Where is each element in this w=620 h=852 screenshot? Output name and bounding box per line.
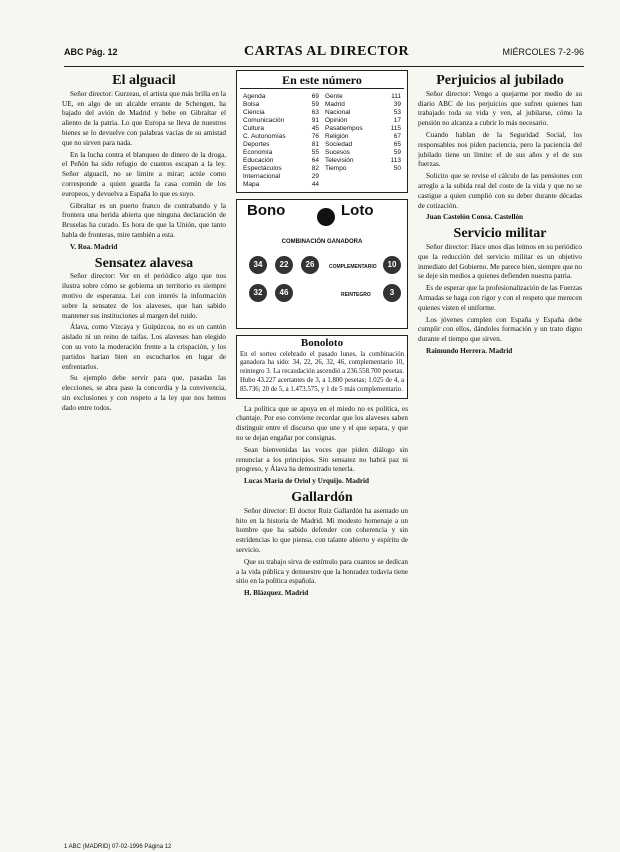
- article-sensatez-continued: [236, 405, 408, 476]
- header-rule: [64, 66, 584, 67]
- index-page: 115: [390, 124, 401, 132]
- index-page: 59: [393, 148, 401, 156]
- paragraph: Señor director: Gurzeau, el artista que más brilla en la UE, en algo de un alcalde errante de Schengen, ha bajado del avión de Madrid y bebe en Gibraltar el aliento de la patria. Lo que Europa se lleva de nuestros bienes se lo devuelve con palabras vacías de su amistad que no sirven para nada.: [62, 89, 226, 147]
- bonoloto-logo-icon: [317, 208, 335, 226]
- paragraph: Cuando hablan de la Seguridad Social, los responsables nos piden paciencia, pero la paciencia del jubilado tiene un límite: el de sus años y el de sus fuerzas.: [418, 130, 582, 169]
- index-entry[interactable]: [325, 141, 401, 149]
- index-page: 81: [311, 140, 319, 148]
- page-footer: 1 ABC (MADRID) 07-02-1996 Página 12: [64, 844, 172, 850]
- index-section: Opinión: [325, 116, 348, 124]
- index-entry[interactable]: [243, 117, 319, 125]
- index-entry[interactable]: [243, 93, 319, 101]
- index-page: 76: [311, 132, 319, 140]
- index-page: 39: [393, 100, 401, 108]
- index-section: Educación: [243, 156, 274, 164]
- index-column: [240, 93, 322, 189]
- signature: H. Blázquez. Madrid: [244, 589, 309, 598]
- index-section: Mapa: [243, 180, 260, 188]
- index-page: 82: [311, 164, 319, 172]
- index-page: 91: [311, 116, 319, 124]
- index-entry[interactable]: [325, 101, 401, 109]
- index-page: 59: [311, 100, 319, 108]
- ball-1: 34: [249, 256, 267, 274]
- paragraph: Señor director: Hace unos días leímos en su periódico que la reducción del servicio militar es un objetivo inmediato del Gobierno. Me parece bien, siempre que no se deje sin medios a quienes defienden nuestra patria.: [418, 242, 582, 281]
- index-title: En este número: [240, 76, 404, 89]
- index-section: Pasatiempos: [325, 124, 363, 132]
- index-page: 29: [311, 172, 319, 180]
- index-box: [236, 70, 408, 193]
- paragraph: En la lucha contra el blanqueo de dinero de la droga, el Peñón ha sido refugio de cuantos escapan a la ley. Señor alguacil, no se limite a mirar; actúe como corresponde a quien guarda la casa común de los europeos, y devuelva a España lo que es suyo.: [62, 150, 226, 198]
- page-header: [64, 44, 584, 64]
- index-section: Agenda: [243, 92, 266, 100]
- index-page: 55: [311, 148, 319, 156]
- bonoloto-text: En el sorteo celebrado el pasado lunes, la combinación ganadora ha sido: 34, 22, 26, 32, 46, complementario 10, reintegro 3. La recaudación ascendió a 236.558.700 pesetas. Hubo 43.227 acertantes de 3, a 1.800 pesetas; 1.025 de 4, a 85.736; 20 de 5, a 1.473.575, y 1 de 5 más complementario.: [240, 350, 404, 393]
- page-title: CARTAS AL DIRECTOR: [244, 44, 410, 59]
- index-entry[interactable]: [243, 165, 319, 173]
- paragraph: Señor director: Ver en el periódico algo que nos ilustra sobre cómo se gobierna un territorio es siempre motivo de esperanza. Leí con interés la información sobre la sensatez de los alaveses, que han sabido mantener sus instituciones al margen del ruido.: [62, 272, 226, 320]
- index-entry[interactable]: [243, 157, 319, 165]
- reintegro-label: REINTEGRO: [341, 291, 371, 298]
- index-page: 111: [391, 92, 401, 100]
- index-entry[interactable]: [243, 101, 319, 109]
- issue-date: MIÉRCOLES 7-2-96: [502, 47, 584, 57]
- index-page: 67: [393, 132, 401, 140]
- headline-gallardon: Gallardón: [291, 489, 353, 505]
- signature: Juan Castelón Consa. Castellón: [426, 213, 524, 222]
- signature: Raimundo Herrera. Madrid: [426, 346, 513, 355]
- index-entry[interactable]: [243, 181, 319, 189]
- signature: V. Roa. Madrid: [70, 242, 118, 251]
- ball-3: 26: [301, 256, 319, 274]
- index-section: Economía: [243, 148, 273, 156]
- article-el-alguacil: [62, 90, 226, 241]
- paragraph: La política que se apoya en el miedo no es política, es chantaje. Por eso conviene recordar que los alaveses saben distinguir entre el discurso que une y el que separa, y que no se dejan engañar por consignas.: [236, 404, 408, 442]
- paragraph: Gibraltar es un puerto franco de contrabando y la frontera una herida abierta que ninguna declaración de Bruselas ha curado. Es hora de que la Unión, que tanto habla de fronteras, mire también a esta.: [62, 201, 226, 239]
- ball-2: 22: [275, 256, 293, 274]
- index-entry[interactable]: [325, 125, 401, 133]
- column-1: [62, 70, 226, 830]
- index-section: Nacional: [325, 108, 351, 116]
- headline-servicio-militar: Servicio militar: [453, 226, 547, 242]
- index-section: Ciencia: [243, 108, 265, 116]
- index-section: Madrid: [325, 100, 345, 108]
- index-entry[interactable]: [325, 93, 401, 101]
- index-entry[interactable]: [243, 149, 319, 157]
- headline-perjuicios-jubilado: Perjuicios al jubilado: [436, 73, 564, 88]
- index-entry[interactable]: [243, 141, 319, 149]
- index-page: 45: [311, 124, 319, 132]
- index-page: 69: [311, 92, 319, 100]
- index-section: Cultura: [243, 124, 264, 132]
- index-section: Bolsa: [243, 100, 260, 108]
- reintegro-ball: 3: [383, 284, 401, 302]
- index-entry[interactable]: [325, 157, 401, 165]
- headline-el-alguacil: El alguacil: [112, 73, 176, 88]
- index-page: 65: [393, 140, 401, 148]
- article-gallardon: [236, 507, 408, 587]
- paragraph: Sean bienvenidas las voces que piden diálogo sin renunciar a los principios. Sin sensatez no habrá paz ni progreso, y Álava ha demostrado tenerla.: [236, 445, 408, 474]
- index-table: [240, 93, 404, 189]
- paragraph: Su ejemplo debe servir para que, pasadas las elecciones, se abra paso la concordia y la convivencia, sin exclusiones y con respeto a la ley que nos hemos dado entre todos.: [62, 374, 226, 412]
- index-entry[interactable]: [325, 109, 401, 117]
- paragraph: Señor director: Vengo a quejarme por medio de su diario ABC de los perjuicios que sufren quienes han trabajado toda su vida y ven, al jubilarse, cómo la pensión no alcanza a cubrir lo más necesario.: [418, 89, 582, 128]
- paragraph: Que su trabajo sirva de estímulo para cuantos se dedican a la vida pública y demuestre que la honradez todavía tiene sitio en la política española.: [236, 557, 408, 586]
- paragraph: Señor director: El doctor Ruiz Gallardón ha asentado un hito en la historia de Madrid. Mi modesto homenaje a un hombre que ha sabido defender con coherencia y sin estridencias lo que piensa, con talante abierto y espíritu de servicio.: [236, 506, 408, 554]
- index-entry[interactable]: [243, 133, 319, 141]
- bonoloto-box: [236, 335, 408, 399]
- index-entry[interactable]: [243, 125, 319, 133]
- article-servicio-militar: [418, 243, 582, 345]
- section-label: ABC Pág. 12: [64, 47, 118, 57]
- paragraph: Es de esperar que la profesionalización de las Fuerzas Armadas se haga con rigor y con el respeto que merecen quienes visten el uniforme.: [418, 284, 582, 312]
- bonoloto-logo-right: Loto: [341, 201, 374, 219]
- complementary-ball: 10: [383, 256, 401, 274]
- index-section: Televisión: [325, 156, 354, 164]
- article-perjuicios-jubilado: [418, 90, 582, 212]
- article-sensatez-alavesa: [62, 272, 226, 413]
- index-page: 17: [393, 116, 401, 124]
- index-page: 44: [311, 180, 319, 188]
- index-section: Espectáculos: [243, 164, 282, 172]
- index-section: Gente: [325, 92, 343, 100]
- index-entry[interactable]: [243, 109, 319, 117]
- index-section: Sociedad: [325, 140, 353, 148]
- bonoloto-logo-left: Bono: [247, 201, 286, 219]
- complementary-label: COMPLEMENTARIO: [329, 263, 377, 270]
- index-column: [322, 93, 404, 189]
- column-3: [418, 70, 582, 830]
- index-entry[interactable]: [325, 149, 401, 157]
- index-page: 63: [311, 108, 319, 116]
- index-section: C. Autonomías: [243, 132, 286, 140]
- index-entry[interactable]: [325, 117, 401, 125]
- paragraph: Álava, como Vizcaya y Guipúzcoa, no es un cantón aislado ni un reino de taifas. Los alaveses han elegido con su voto la moderación frente a la crispación, y los partidos harían bien en escucharlos en lugar de enfrentarlos.: [62, 323, 226, 371]
- index-page: 64: [311, 156, 319, 164]
- column-2: [236, 70, 408, 830]
- index-section: Comunicación: [243, 116, 285, 124]
- winning-combination-label: COMBINACIÓN GANADORA: [281, 238, 363, 245]
- index-section: Internacional: [243, 172, 281, 180]
- index-entry[interactable]: [243, 173, 319, 181]
- index-page: 113: [390, 156, 401, 164]
- headline-sensatez-alavesa: Sensatez alavesa: [94, 255, 194, 271]
- index-section: Tiempo: [325, 164, 347, 172]
- index-entry[interactable]: [325, 133, 401, 141]
- index-entry[interactable]: [325, 165, 401, 173]
- index-section: Sucesos: [325, 148, 350, 156]
- index-section: Religión: [325, 132, 349, 140]
- bonoloto-title: Bonoloto: [300, 336, 344, 349]
- index-page: 50: [393, 164, 401, 172]
- ball-4: 32: [249, 284, 267, 302]
- index-section: Deportes: [243, 140, 270, 148]
- signature: Lucas María de Oriol y Urquijo. Madrid: [244, 477, 370, 486]
- bonoloto-graphic: [236, 199, 408, 329]
- index-page: 53: [393, 108, 401, 116]
- ball-5: 46: [275, 284, 293, 302]
- paragraph: Solicito que se revise el cálculo de las pensiones con arreglo a la subida real del coste de la vida y que no se castigue a quien cumplió con su deber durante décadas de cotización.: [418, 172, 582, 210]
- paragraph: Los jóvenes cumplen con España y España debe cumplir con ellos, dándoles formación y un trato digno durante el tiempo que sirven.: [418, 315, 582, 344]
